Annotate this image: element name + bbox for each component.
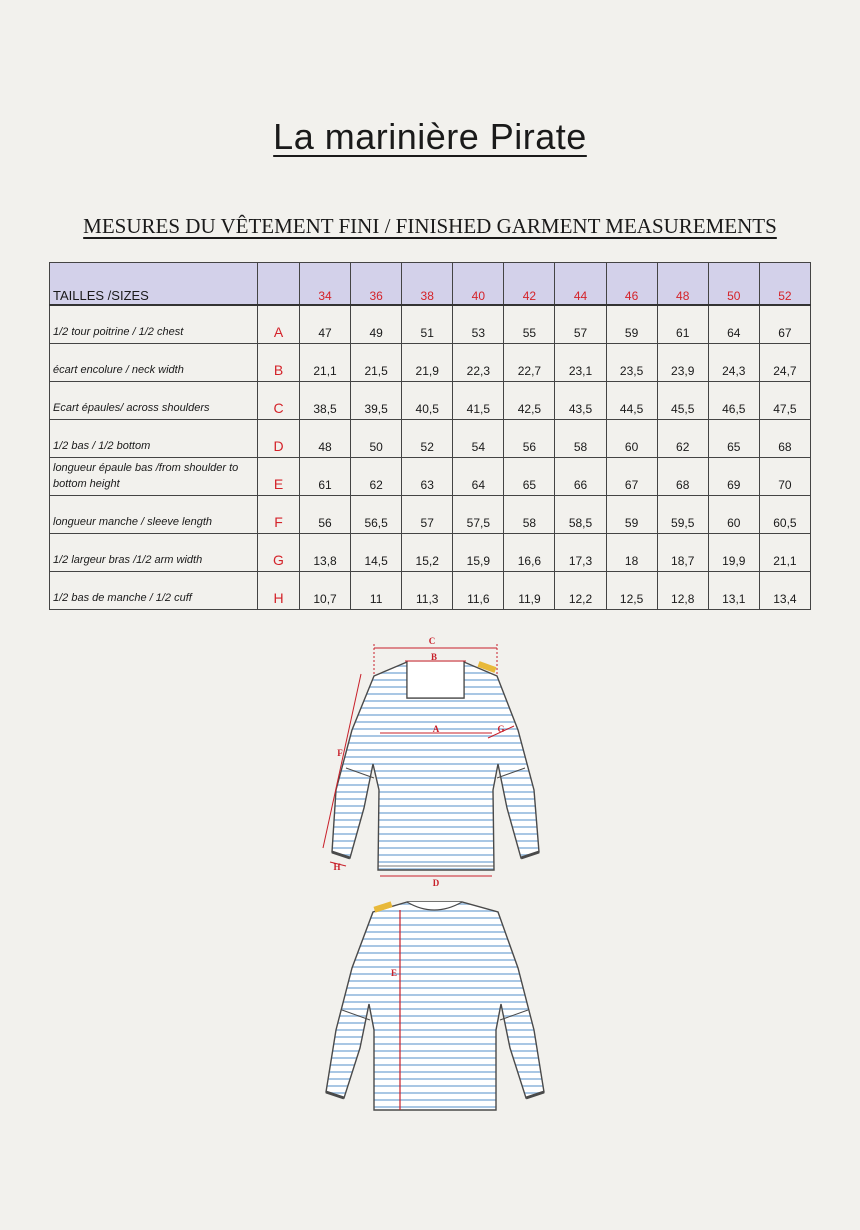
measurement-description: longueur épaule bas /from shoulder to bottom height: [50, 458, 258, 496]
size-header: 44: [555, 263, 606, 306]
measurement-value: 11,9: [504, 572, 555, 610]
measurement-value: 69: [708, 458, 759, 496]
measurement-value: 66: [555, 458, 606, 496]
measurement-code: A: [258, 305, 300, 344]
measurement-description: écart encolure / neck width: [50, 344, 258, 382]
measurement-value: 61: [300, 458, 351, 496]
measurement-code: H: [258, 572, 300, 610]
measurement-code: D: [258, 420, 300, 458]
measurement-value: 21,5: [351, 344, 402, 382]
measurement-description: 1/2 largeur bras /1/2 arm width: [50, 534, 258, 572]
measurement-value: 62: [657, 420, 708, 458]
measurement-value: 67: [759, 305, 810, 344]
measurement-value: 40,5: [402, 382, 453, 420]
size-header: 38: [402, 263, 453, 306]
measurement-value: 56,5: [351, 496, 402, 534]
measurement-value: 18,7: [657, 534, 708, 572]
measurement-value: 60: [708, 496, 759, 534]
measurement-value: 45,5: [657, 382, 708, 420]
measurement-code: F: [258, 496, 300, 534]
measurement-value: 12,2: [555, 572, 606, 610]
measurement-value: 22,3: [453, 344, 504, 382]
measurement-value: 24,3: [708, 344, 759, 382]
measurement-value: 21,1: [759, 534, 810, 572]
measurement-value: 47: [300, 305, 351, 344]
measurement-value: 39,5: [351, 382, 402, 420]
back-body-outline: [326, 902, 544, 1110]
measurement-value: 46,5: [708, 382, 759, 420]
measurement-value: 51: [402, 305, 453, 344]
measurement-code: C: [258, 382, 300, 420]
measurement-value: 62: [351, 458, 402, 496]
measurement-code: B: [258, 344, 300, 382]
size-header: 40: [453, 263, 504, 306]
measurement-value: 24,7: [759, 344, 810, 382]
label-f: F: [337, 748, 343, 758]
measurement-value: 21,9: [402, 344, 453, 382]
measurement-value: 15,9: [453, 534, 504, 572]
measurement-value: 50: [351, 420, 402, 458]
measurement-value: 16,6: [504, 534, 555, 572]
measurement-value: 55: [504, 305, 555, 344]
measurement-value: 21,1: [300, 344, 351, 382]
measurement-value: 52: [402, 420, 453, 458]
label-a: A: [432, 724, 440, 734]
size-header: 52: [759, 263, 810, 306]
measurement-value: 10,7: [300, 572, 351, 610]
front-view: [323, 636, 539, 888]
label-e: E: [390, 968, 398, 978]
size-header: 42: [504, 263, 555, 306]
sizes-header-label: TAILLES /SIZES: [50, 263, 258, 306]
measurement-value: 38,5: [300, 382, 351, 420]
label-g: G: [497, 724, 505, 734]
measurement-value: 22,7: [504, 344, 555, 382]
measurement-value: 58: [504, 496, 555, 534]
measurement-value: 18: [606, 534, 657, 572]
measurement-value: 68: [759, 420, 810, 458]
size-header: 48: [657, 263, 708, 306]
size-header: 34: [300, 263, 351, 306]
measurement-value: 42,5: [504, 382, 555, 420]
measurement-value: 70: [759, 458, 810, 496]
measurement-value: 23,5: [606, 344, 657, 382]
measurement-description: longueur manche / sleeve length: [50, 496, 258, 534]
label-h: H: [333, 862, 341, 872]
measurement-description: 1/2 tour poitrine / 1/2 chest: [50, 305, 258, 344]
measurement-value: 11: [351, 572, 402, 610]
measurement-value: 13,8: [300, 534, 351, 572]
measurement-value: 67: [606, 458, 657, 496]
label-c: C: [428, 636, 436, 646]
label-d: D: [432, 878, 440, 888]
measurement-value: 13,4: [759, 572, 810, 610]
measurement-value: 53: [453, 305, 504, 344]
measurement-value: 56: [300, 496, 351, 534]
measurement-value: 43,5: [555, 382, 606, 420]
measurement-value: 14,5: [351, 534, 402, 572]
measurement-value: 68: [657, 458, 708, 496]
measurement-value: 61: [657, 305, 708, 344]
measurement-value: 57: [555, 305, 606, 344]
measurement-value: 19,9: [708, 534, 759, 572]
measurement-value: 13,1: [708, 572, 759, 610]
measurement-value: 17,3: [555, 534, 606, 572]
measurement-description: 1/2 bas / 1/2 bottom: [50, 420, 258, 458]
size-header: 50: [708, 263, 759, 306]
measurement-value: 12,5: [606, 572, 657, 610]
measurement-value: 23,9: [657, 344, 708, 382]
measurement-value: 60: [606, 420, 657, 458]
measurement-value: 41,5: [453, 382, 504, 420]
measurement-value: 60,5: [759, 496, 810, 534]
measurement-value: 54: [453, 420, 504, 458]
label-b: B: [430, 652, 438, 662]
measurement-code: E: [258, 458, 300, 496]
measurement-description: 1/2 bas de manche / 1/2 cuff: [50, 572, 258, 610]
measurement-value: 12,8: [657, 572, 708, 610]
measurement-value: 48: [300, 420, 351, 458]
measurement-value: 65: [708, 420, 759, 458]
measurement-value: 15,2: [402, 534, 453, 572]
measurement-value: 63: [402, 458, 453, 496]
measurement-value: 59,5: [657, 496, 708, 534]
measurement-value: 49: [351, 305, 402, 344]
measurement-value: 57: [402, 496, 453, 534]
measurement-value: 11,3: [402, 572, 453, 610]
measurement-description: Ecart épaules/ across shoulders: [50, 382, 258, 420]
measurement-value: 59: [606, 305, 657, 344]
measurement-value: 23,1: [555, 344, 606, 382]
measurement-value: 56: [504, 420, 555, 458]
measurement-value: 44,5: [606, 382, 657, 420]
section-subtitle: MESURES DU VÊTEMENT FINI / FINISHED GARMENT MEASUREMENTS: [83, 214, 777, 238]
page-title: La marinière Pirate: [273, 116, 587, 157]
back-view: [326, 901, 544, 1110]
measurement-code: G: [258, 534, 300, 572]
size-header: 36: [351, 263, 402, 306]
measurement-value: 47,5: [759, 382, 810, 420]
measurement-value: 65: [504, 458, 555, 496]
measurement-value: 64: [453, 458, 504, 496]
measurement-value: 58: [555, 420, 606, 458]
measurement-value: 64: [708, 305, 759, 344]
measurement-value: 59: [606, 496, 657, 534]
size-header: 46: [606, 263, 657, 306]
measurement-value: 57,5: [453, 496, 504, 534]
measurement-value: 58,5: [555, 496, 606, 534]
measurement-value: 11,6: [453, 572, 504, 610]
